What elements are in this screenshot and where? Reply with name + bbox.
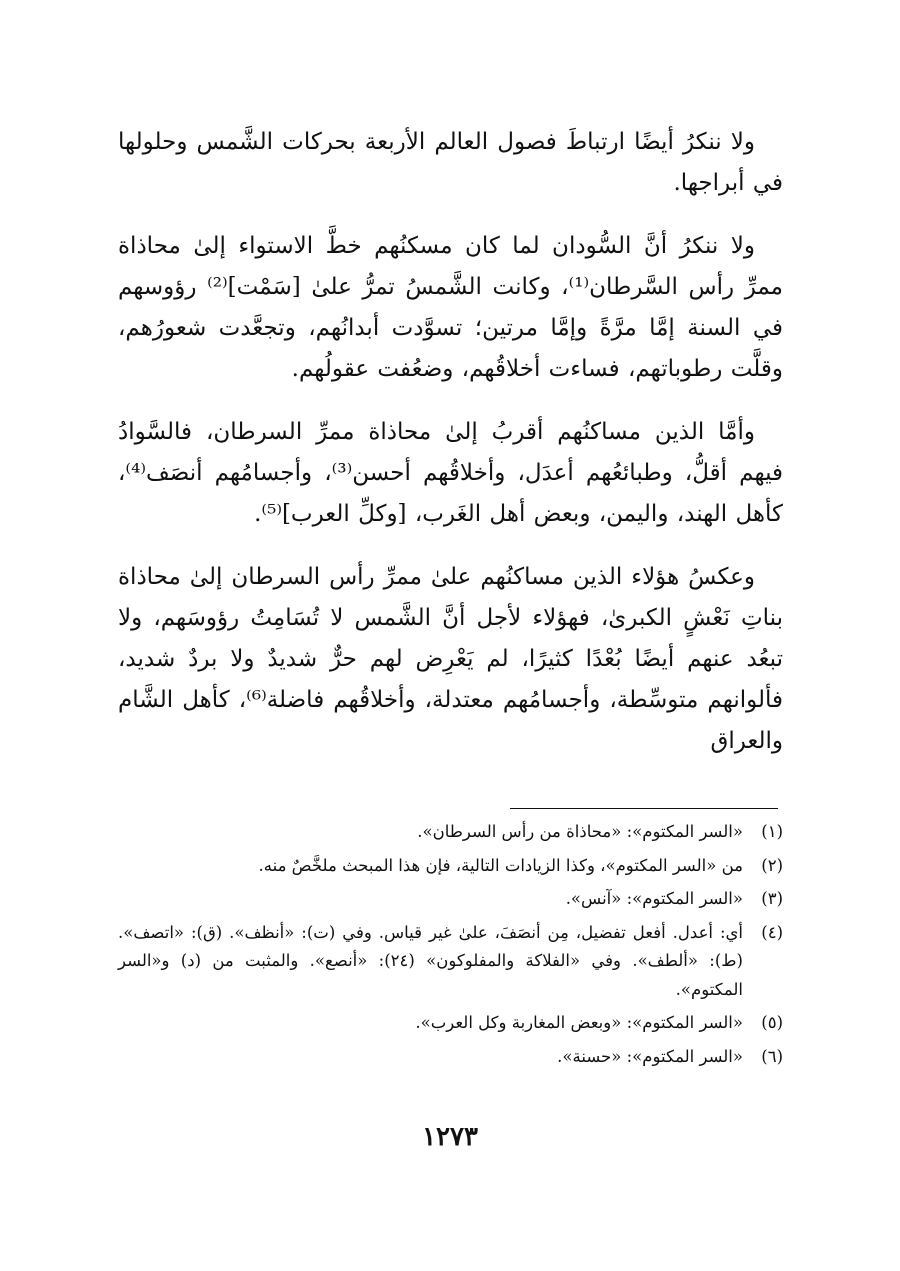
footnote-text: «السر المكتوم»: «محاذاة من رأس السرطان».: [417, 822, 743, 841]
footnote-1: [118, 818, 783, 847]
footnote-2: [118, 852, 783, 881]
footnotes: [118, 818, 783, 1076]
footnote-text: «السر المكتوم»: «وبعض المغاربة وكل العرب».: [415, 1013, 743, 1032]
main-text: [118, 122, 783, 784]
footnote-number: (٣): [761, 889, 783, 908]
footnote-number: (٢): [761, 855, 783, 875]
paragraph-2: ولا ننكرُ أنَّ السُّودان لما كان مسكنُهم خطَّ الاستواء إلىٰ محاذاة ممرِّ رأس السَّرطان⁽¹⁾، وكانت الشَّمسُ تمرُّ علىٰ [سَمْت]⁽²⁾ رؤوسهم في السنة إمَّا مرَّةً وإمَّا مرتين؛ تسوَّدت أبدانُهم، وتجعَّدت شعورُهم، وقلَّت رطوباتهم، فساءت أخلاقُهم، وضعُفت عقولُهم.: [118, 233, 784, 382]
footnote-number: (٦): [761, 1046, 783, 1066]
footnote-text: من «السر المكتوم»، وكذا الزيادات التالية، فإن هذا المبحث ملخَّصٌ منه.: [258, 855, 743, 875]
footnote-number: (٥): [761, 1013, 783, 1032]
paragraph-1: ولا ننكرُ أيضًا ارتباطَ فصول العالم الأربعة بحركات الشَّمس وحلولها في أبراجها.: [118, 129, 783, 196]
footnote-3: [118, 885, 783, 914]
footnote-text: أي: أعدل. أفعل تفضيل، مِن أنصَفَ، علىٰ غير قياس. وفي (ت): «أنظف». (ق): «اتصف». (ط): «ألطف». وفي «الفلاكة والمفلوكون» (٢٤): «أنصع». والمثبت من (د) و«السر المكتوم».: [118, 922, 743, 999]
footnote-6: [118, 1043, 783, 1072]
page-number: ١٢٧٣: [422, 1122, 478, 1152]
footnote-divider: [510, 808, 778, 809]
footnote-4: [118, 919, 783, 1005]
paragraph-3: وأمَّا الذين مساكنُهم أقربُ إلىٰ محاذاة ممرِّ السرطان، فالسَّوادُ فيهم أقلُّ، وطبائعُهم أعدَل، وأخلاقُهم أحسن⁽³⁾، وأجسامُهم أنصَف⁽⁴⁾، كأهل الهند، واليمن، وبعض أهل الغَرب، [وكلِّ العرب]⁽⁵⁾.: [118, 419, 784, 527]
paragraph-4: وعكسُ هؤلاء الذين مساكنُهم علىٰ ممرِّ رأس السرطان إلىٰ محاذاة بناتِ نَعْشٍ الكبرىٰ، فهؤلاء لأجل أنَّ الشَّمس لا تُسَامِتُ رؤوسَهم، ولا تبعُد عنهم أيضًا بُعْدًا كثيرًا، لم يَعْرِض لهم حرٌّ شديدٌ ولا بردٌ شديد، فألوانهم متوسِّطة، وأجسامُهم معتدلة، وأخلاقُهم فاضلة⁽⁶⁾، كأهل الشَّام والعراق: [118, 564, 784, 754]
footnote-number: (٤): [761, 922, 783, 942]
footnote-5: [118, 1009, 783, 1038]
footnote-number: (١): [761, 822, 783, 841]
footnote-text: «السر المكتوم»: «حسنة».: [557, 1046, 743, 1066]
footnote-text: «السر المكتوم»: «آنس».: [565, 889, 743, 908]
